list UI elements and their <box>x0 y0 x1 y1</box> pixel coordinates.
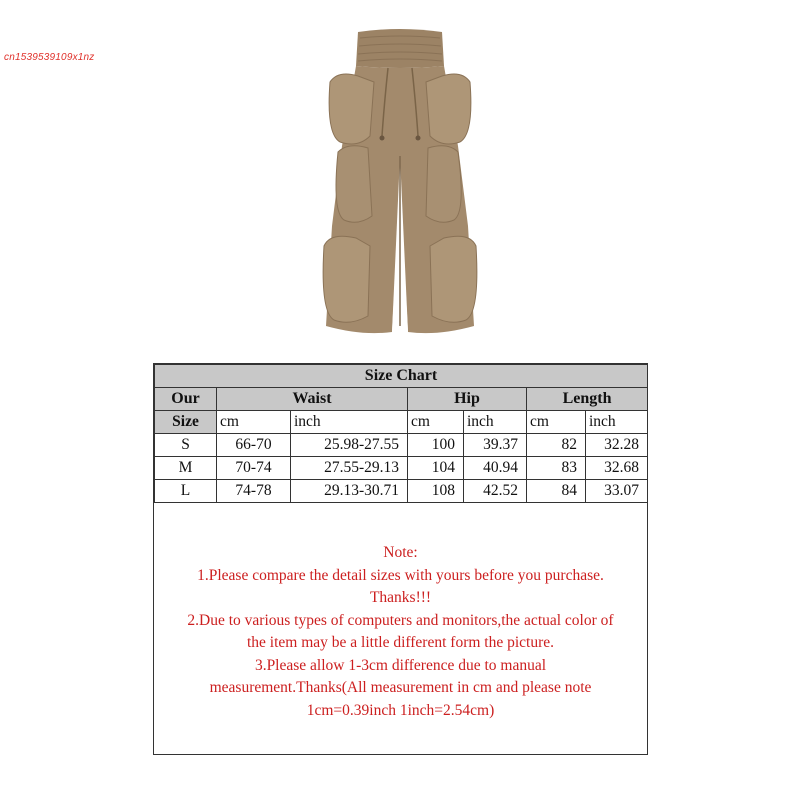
waist-inch-cell: 25.98-27.55 <box>291 434 408 457</box>
notes <box>154 542 647 722</box>
unit-cm: cm <box>527 411 586 434</box>
hip-inch-cell: 39.37 <box>464 434 527 457</box>
table-row <box>155 480 648 503</box>
size-cell: L <box>155 480 217 503</box>
waist-inch-cell: 29.13-30.71 <box>291 480 408 503</box>
note-line: 1.Please compare the detail sizes with yours before you purchase. <box>197 566 604 584</box>
length-inch-cell: 32.68 <box>586 457 648 480</box>
size-header: Our <box>155 388 217 411</box>
unit-inch: inch <box>291 411 408 434</box>
unit-cm: cm <box>408 411 464 434</box>
size-cell: S <box>155 434 217 457</box>
table-row <box>155 457 648 480</box>
unit-inch: inch <box>586 411 648 434</box>
size-cell: M <box>155 457 217 480</box>
length-inch-cell: 32.28 <box>586 434 648 457</box>
note-line: 3.Please allow 1-3cm difference due to manual <box>254 656 547 674</box>
length-header: Length <box>527 388 648 411</box>
hip-cm-cell: 100 <box>408 434 464 457</box>
waist-cm-cell: 66-70 <box>217 434 291 457</box>
note-line: 2.Due to various types of computers and monitors,the actual color of <box>187 611 614 629</box>
table-row <box>155 434 648 457</box>
hip-inch-cell: 40.94 <box>464 457 527 480</box>
waist-cm-cell: 74-78 <box>217 480 291 503</box>
size-header-2: Size <box>155 411 217 434</box>
length-inch-cell: 33.07 <box>586 480 648 503</box>
note-heading: Note: <box>383 544 418 561</box>
unit-cm: cm <box>217 411 291 434</box>
cargo-maxi-skirt-image <box>318 26 482 340</box>
size-table <box>154 364 648 503</box>
note-line: measurement.Thanks(All measurement in cm and please note <box>209 679 592 696</box>
waist-header: Waist <box>217 388 408 411</box>
hip-cm-cell: 108 <box>408 480 464 503</box>
length-cm-cell: 82 <box>527 434 586 457</box>
note-line: the item may be a little different form the picture. <box>246 634 555 651</box>
watermark: cn1539539109x1nz <box>4 52 95 63</box>
length-cm-cell: 83 <box>527 457 586 480</box>
unit-inch: inch <box>464 411 527 434</box>
hip-header: Hip <box>408 388 527 411</box>
waist-inch-cell: 27.55-29.13 <box>291 457 408 480</box>
waist-cm-cell: 70-74 <box>217 457 291 480</box>
hip-cm-cell: 104 <box>408 457 464 480</box>
size-chart-title: Size Chart <box>155 365 648 388</box>
length-cm-cell: 84 <box>527 480 586 503</box>
note-line: Thanks!!! <box>369 589 432 606</box>
size-chart <box>153 363 648 755</box>
hip-inch-cell: 42.52 <box>464 480 527 503</box>
note-line: 1cm=0.39inch 1inch=2.54cm) <box>306 701 495 719</box>
